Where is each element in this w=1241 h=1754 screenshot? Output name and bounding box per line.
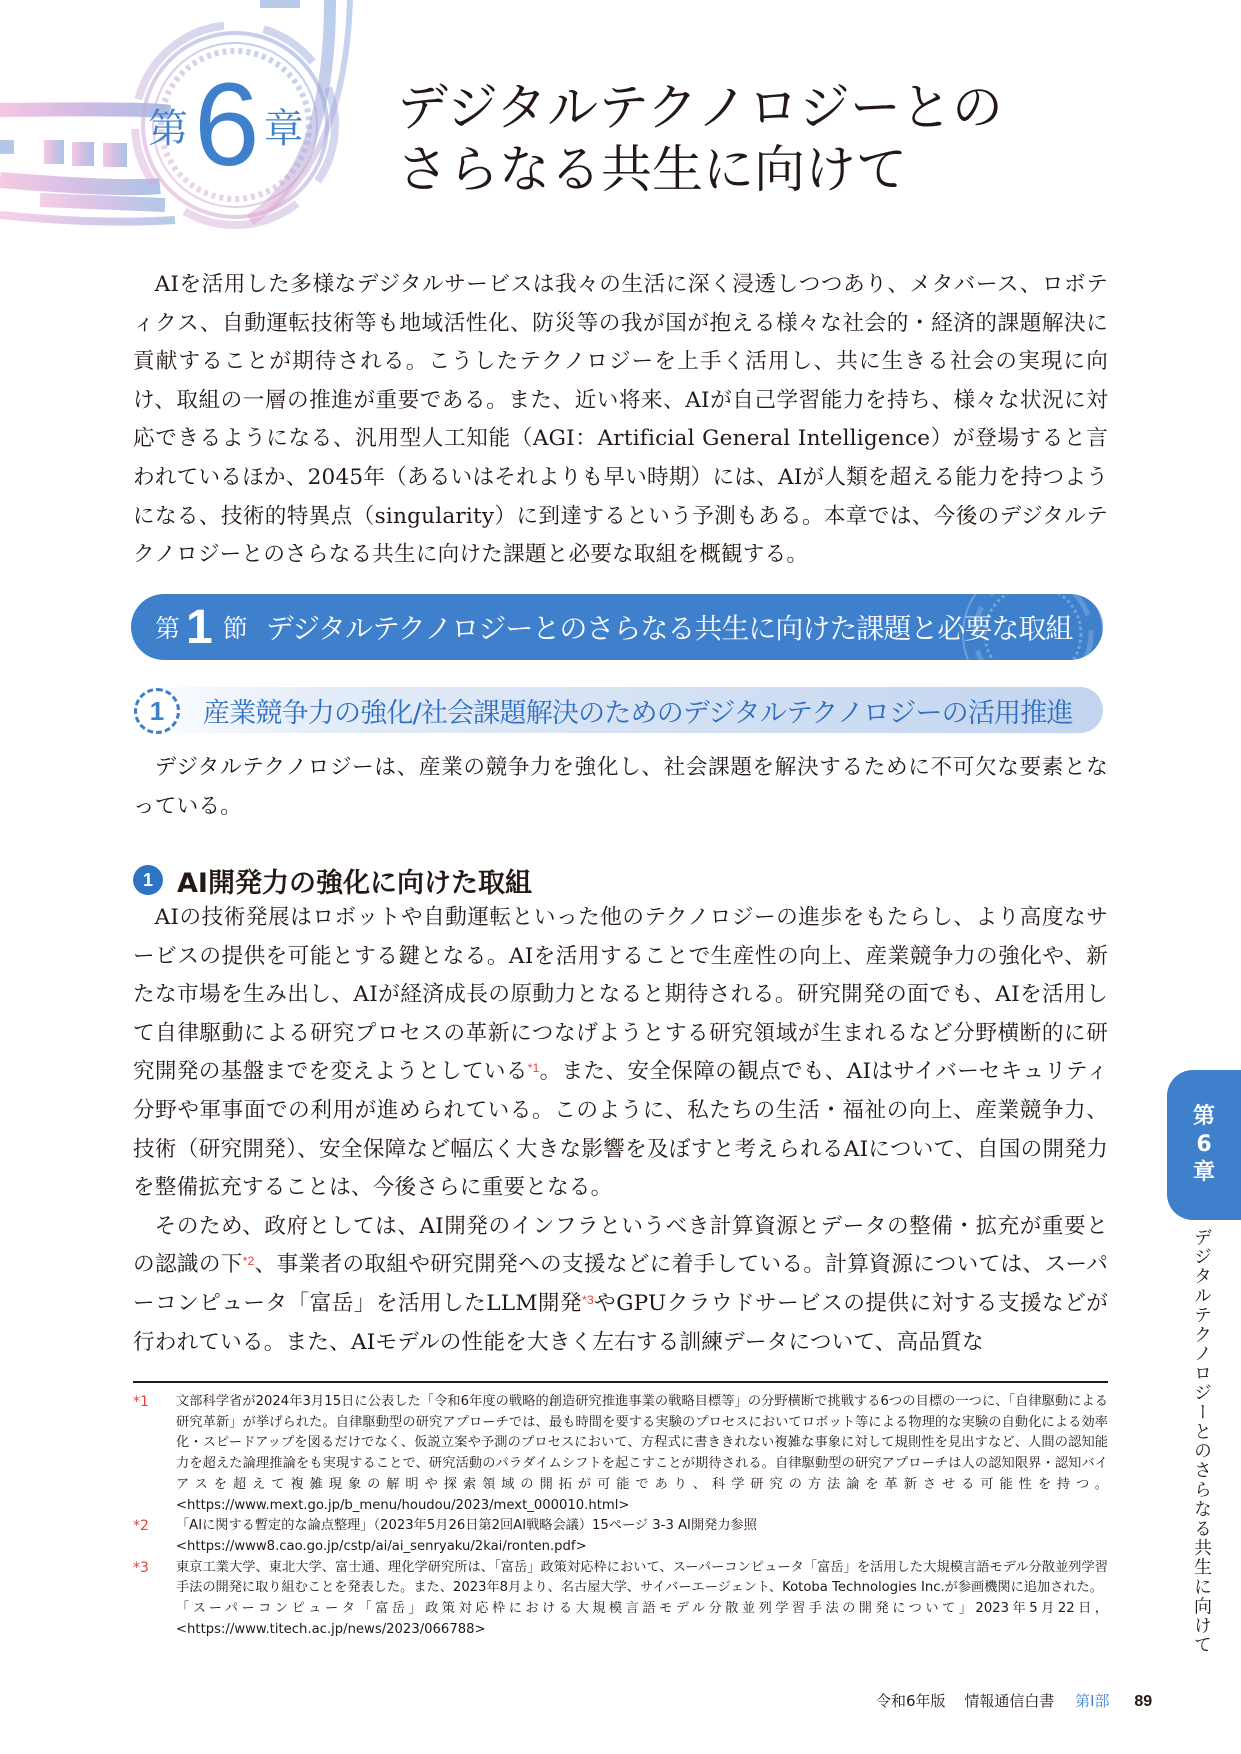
chapter-number: 6 [194, 59, 258, 191]
section-prefix: 第 [155, 614, 181, 643]
main-body [133, 899, 1108, 1362]
footnotes [133, 1392, 1108, 1640]
chapter-title-line-1: デジタルテクノロジーとの [397, 79, 1003, 138]
heading-level-3 [133, 860, 532, 900]
body-text: 、事業者の取組や研究開発への支援などに着手している。計算資源については、スーパーコンピュータ「富岳」を活用したLLM開発 [133, 1252, 1108, 1316]
footnote-divider [133, 1381, 1108, 1383]
body-text: やGPUクラウドサービスの提供に対する支援などが行われている。また、AIモデルの性能を大きく左右する訓練データについて、高品質な [133, 1290, 1108, 1355]
footnote-text: 「スーパーコンピュータ「富岳」政策対応枠における大規模言語モデル分散並列学習手法の開発について」2023年5月22日，<https://www.titech.ac.jp/news/2023/066788> [176, 1601, 1108, 1637]
chapter-intro-paragraph [133, 266, 1108, 575]
chapter-number-badge [148, 59, 304, 191]
footnote-link[interactable]: <https://www8.cao.go.jp/cstp/ai/ai_senryaku/2kai/ronten.pdf> [176, 1538, 587, 1554]
footnote-ref-1[interactable]: *1 [527, 1061, 540, 1076]
page-footer [876, 1690, 1152, 1711]
footer-part: 第Ⅰ部 [1075, 1692, 1110, 1710]
body-paragraph-2 [133, 1208, 1108, 1362]
footnote-text: 「AIに関する暫定的な論点整理」（2023年5月26日第2回AI戦略会議）15ページ 3-3 AI開発力参照 [176, 1518, 757, 1534]
footnote-ref-2[interactable]: *2 [242, 1254, 255, 1269]
body-text: 。また、安全保障の観点でも、AIはサイバーセキュリティ分野や軍事面での利用が進められている。このように、私たちの生活・福祉の向上、産業競争力、技術（研究開発）、安全保障など幅広く大きな影響を及ぼすと考えられるAIについて、自国の開発力を整備拡充することは、今後さらに重要となる。 [133, 1059, 1108, 1201]
subsection-heading-bar [131, 687, 1103, 733]
footnote-1 [133, 1392, 1108, 1516]
footnote-mark: *2 [133, 1518, 149, 1535]
body-text: そのため、政府としては、AI開発のインフラというべき計算資源とデータの整備・拡充が重要との認識の下 [133, 1213, 1108, 1278]
footer-edition: 令和6年版 [876, 1692, 946, 1710]
chapter-side-tab [1167, 1070, 1241, 1220]
footnote-ref-3[interactable]: *3 [582, 1292, 594, 1307]
intro-text: AIを活用した多様なデジタルサービスは我々の生活に深く浸透しつつあり、メタバース、ロボティクス、自動運転技術等も地域活性化、防災等の我が国が抱える様々な社会的・経済的課題解決に貢献することが期待される。こうしたテクノロジーを上手く活用し、共に生きる社会の実現に向け、取組の一層の推進が重要である。また、近い将来、AIが自己学習能力を持ち、様々な状況に対応できるようになる、汎用型人工知能（AGI：Artificial General Intelligence）が登場すると言われているほか、2045年（あるいはそれよりも早い時期）には、AIが人類を超える能力を持つようになる、技術的特異点（singularity）に到達するという予測もある。本章では、今後のデジタルテクノロジーとのさらなる共生に向けた課題と必要な取組を概観する。 [133, 272, 1108, 568]
footer-publication: 情報通信白書 [964, 1692, 1055, 1710]
section-title: デジタルテクノロジーとのさらなる共生に向けた課題と必要な取組 [265, 612, 1073, 645]
footnote-3 [133, 1558, 1108, 1641]
chapter-prefix: 第 [148, 106, 188, 151]
heading-title: AI開発力の強化に向けた取組 [177, 867, 532, 899]
section-heading-bar [131, 594, 1103, 660]
page-number: 89 [1134, 1693, 1153, 1710]
subsection-number-badge: 1 [134, 688, 180, 734]
side-tab-char: 6 [1196, 1132, 1212, 1157]
footnote-2 [133, 1516, 1108, 1557]
footnote-text: 文部科学省が2024年3月15日に公表した「令和6年度の戦略的創造研究推進事業の戦略目標等」の分野横断で挑戦する6つの目標の一つに、「自律駆動による研究革新」が挙げられた。自律駆動型の研究アプローチでは、最も時間を要する実験のプロセスにおいてロボット等による物理的な実験の自動化による効率化・スピードアップを図るだけでなく、仮説立案や予測のプロセスにおいて、方程式に書ききれない複雑な事象に対して規則性を見出すなど、人間の認知能力を超えた論理推論をも実現することで、研究活動のパラダイムシフトを起こすことが期待される。自律駆動型の研究アプローチは人の認知限界・認知バイアスを超えて複雑現象の解明や探索領域の開拓が可能であり、科学研究の方法論を革新させる可能性を持つ。<https://www.mext.go.jp/b_menu/houdou/2023/mext_000010.html> [176, 1394, 1108, 1513]
footnote-mark: *3 [133, 1559, 149, 1576]
chapter-title-line-2: さらなる共生に向けて [397, 141, 908, 200]
subsection-intro-paragraph [133, 749, 1108, 826]
subsection-body-text: デジタルテクノロジーは、産業の競争力を強化し、社会課題を解決するために不可欠な要素となっている。 [133, 755, 1108, 819]
running-chapter-title: デジタルテクノロジーとのさらなる共生に向けて [1191, 1228, 1212, 1655]
body-text: AIの技術発展はロボットや自動運転といった他のテクノロジーの進歩をもたらし、より高度なサービスの提供を可能とする鍵となる。AIを活用することで生産性の向上、産業競争力の強化や、新たな市場を生み出し、AIが経済成長の原動力となると期待される。研究開発の面でも、AIを活用して自律駆動による研究プロセスの革新につなげようとする研究領域が生まれるなど分野横断的に研究開発の基盤までを変えようとしている [133, 905, 1108, 1085]
section-number: 1 [186, 600, 213, 654]
heading-number-badge: 1 [133, 865, 163, 895]
footnote-mark: *1 [133, 1394, 149, 1410]
chapter-title [397, 78, 1097, 202]
side-tab-char: 章 [1192, 1160, 1215, 1185]
footnote-text: 東京工業大学、東北大学、富士通、理化学研究所は、「富岳」政策対応枠において、スーパーコンピュータ「富岳」を活用した大規模言語モデル分散並列学習手法の開発に取り組むことを発表した。また、2023年8月より、名古屋大学、サイバーエージェント、Kotoba Technologies Inc.が参画機関に追加された。 [176, 1559, 1108, 1596]
body-paragraph-1 [133, 899, 1108, 1208]
side-tab-char: 第 [1192, 1104, 1215, 1129]
subsection-title: 産業競争力の強化/社会課題解決のためのデジタルテクノロジーの活用推進 [203, 698, 1073, 729]
chapter-suffix: 章 [263, 106, 304, 151]
section-suffix: 節 [222, 614, 248, 643]
